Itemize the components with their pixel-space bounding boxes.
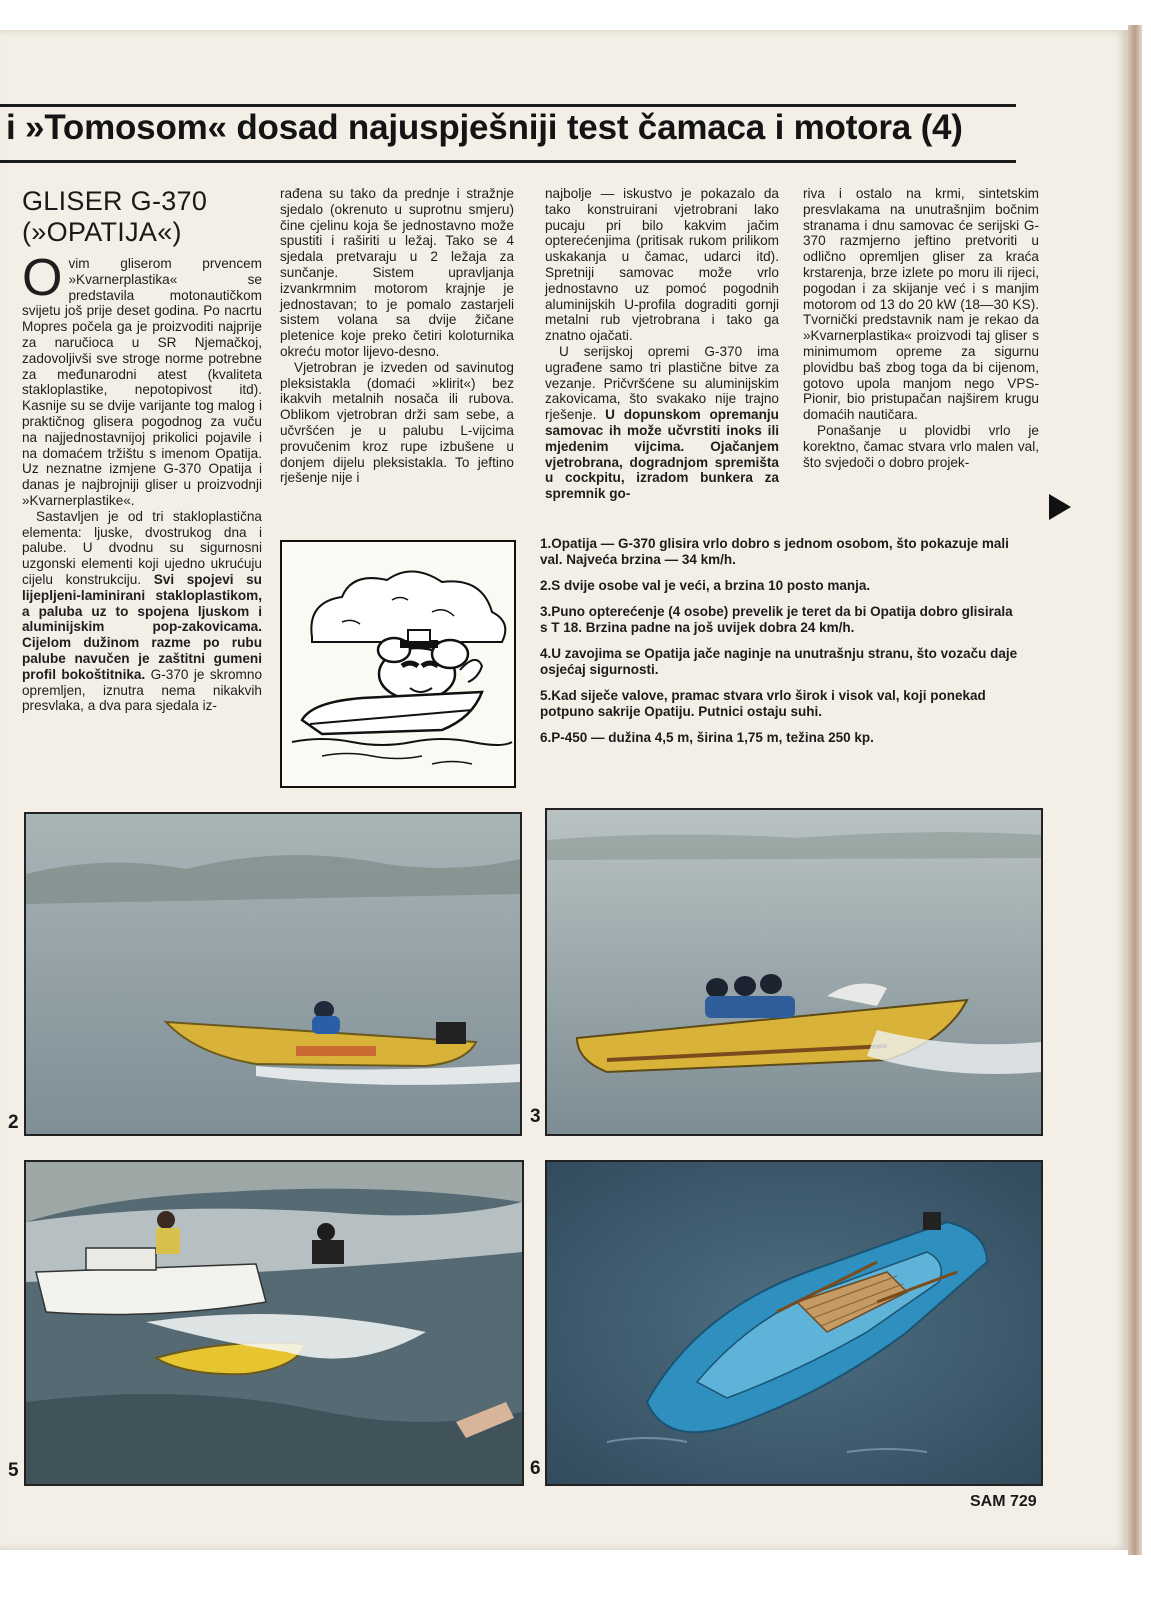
photo-captions <box>540 536 1020 756</box>
paragraph-bold-text: U dopunskom opremanju samovac ih može učvrstiti inoks ili mjedenim vijcima. Ojačanjem vjetrobrana, dogradnjom spremišta u cockpitu, izradom bunkera za spremnik go- <box>545 407 779 502</box>
cartoon-illustration <box>280 540 516 788</box>
paragraph: Vjetrobran je izveden od savinutog pleksistakla (domaći »klirit«) bez ikakvih metalnih nosača ili rubova. Oblikom vjetrobran drži sam sebe, a učvršćen je u palubu L-vijcima provučenim kroz rupe izbušene u donjem dijelu pleksistakla. To jeftino rješenje nije i <box>280 359 514 486</box>
page-edge <box>1128 25 1142 1555</box>
headline-rule-top <box>0 104 1016 107</box>
continue-arrow-icon <box>1049 494 1071 520</box>
paragraph-text: U serijskoj opremi G-370 ima ugrađene samo tri plastične bitve za vezanje. Pričvršćene su aluminijskim zakovicama, što svakako nije trajno rješenje. <box>545 343 779 423</box>
paragraph-text: vim gliserom prvencem »Kvarnerplastika« se predstavila motonautičkom svijetu još prije deset godina. Po nacrtu Mopres počela ga je proizvoditi najprije za naručioca u SR Njemačkoj, zadovoljivši sve stroge norme potrebne za međunarodni atest (kvaliteta stakloplastike, nepotopivost itd). Kasnije su se dvije varijante tog malog i praktičnog glisera pogodnog za vuču na najjednostavnijoj prikolici pojavile i na domaćem tržištu s imenom Opatija. Uz neznatne izmjene G-370 Opatija i danas je najbrojniji gliser u proizvodnji »Kvarnerplastike«. <box>22 256 262 508</box>
section-title-line2: (»OPATIJA«) <box>22 217 182 247</box>
photo-2-boat-one-person <box>24 812 522 1136</box>
photo-3-image <box>547 810 1041 1134</box>
article-column-3 <box>545 186 779 502</box>
page-folio: SAM 729 <box>970 1493 1037 1510</box>
section-title-line1: GLISER G-370 <box>22 186 208 216</box>
photo-number-2: 2 <box>8 1112 19 1133</box>
paragraph: rađena su tako da prednje i stražnje sjedalo (okrenuto u suprotnu smjeru) čine cjelinu koja še jednostavno može spustiti i raširiti u ležaj. Tako se 4 sjedala pretvaraju u 2 ležaja za sunčanje. Sistem upravljanja izvankrmnim motorom krajnje je jednostavan; to je pomalo zastarjeli sistem volana sa dvije žičane pletenice koje preko četiri koloturnika okreću motor lijevo-desno. <box>280 186 514 359</box>
caption-6: 6.P-450 — dužina 4,5 m, širina 1,75 m, težina 250 kp. <box>540 730 874 745</box>
drop-cap: O <box>22 249 63 307</box>
photo-number-5: 5 <box>8 1460 19 1481</box>
headline-rule-bottom <box>0 160 1016 163</box>
photo-6-image <box>547 1162 1041 1484</box>
photo-5-boat-cutting-waves <box>24 1160 524 1486</box>
photo-3-boat-four-persons <box>545 808 1043 1136</box>
caption-1: 1.Opatija — G-370 glisira vrlo dobro s jednom osobom, što pokazuje mali val. Najveća brzina — 34 km/h. <box>540 536 1009 567</box>
article-column-4 <box>803 186 1039 470</box>
cartoon-boat-driver-icon <box>282 542 514 786</box>
article-column-2 <box>280 186 514 486</box>
headline: i »Tomosom« dosad najuspješniji test čamaca i motora (4) <box>6 108 963 147</box>
photo-2-image <box>26 814 520 1134</box>
photo-5-image <box>26 1162 522 1484</box>
caption-4: 4.U zavojima se Opatija jače naginje na unutrašnju stranu, što vozaču daje osjećaj sigurnosti. <box>540 646 1018 677</box>
paragraph-bold-text: Svi spojevi su lijepljeni-laminirani stakloplastikom, a paluba uz to spojena ljuskom i aluminijskim pop-zakovicama. Cijelom dužinom razme po rubu palube navučen je zaštitni gumeni profil bokoštitnika. <box>22 571 262 682</box>
caption-2: 2.S dvije osobe val je veći, a brzina 10 posto manja. <box>540 578 871 593</box>
paragraph: najbolje — iskustvo je pokazalo da tako konstruirani vjetrobrani lako pucaju pri bilo kakvim jačim opterećenjima (pritisak rukom prilikom uskakanja u čamac, udarci itd). Spretniji samovac može vrlo jednostavno uz pomoć pogodnih aluminijskih U-profila dograditi gornji metalni rub vjetrobrana i tako ga znatno ojačati. <box>545 186 779 344</box>
paragraph: riva i ostalo na krmi, sintetskim presvlakama na unutrašnjim bočnim stranama i dnu samovac će serijski G-370 razmjerno jeftino pretvoriti u odlično opremljen gliser za kraća krstarenja, brze izlete po moru ili rijeci, pogodan i za skijanje već i s manjim motorom od 13 do 20 kW (18—30 KS). Tvornički predstavnik nam je rekao da »Kvarnerplastika« proizvodi taj gliser s minimumom opreme za sigurnu plovidbu baš zbog toga da bi cijenom, gotovo upola manjom nego VPS-Pionir, bio pristupačan najširem krugu domaćih nautičara. <box>803 186 1039 423</box>
paragraph <box>22 509 262 714</box>
section-title <box>22 186 262 248</box>
paragraph-text: Sastavljen je od tri stakloplastična elementa: ljuske, dvostrukog dna i palube. U dvodnu su sigurnosni uzgonski elementi koji ujedno ukrućuju cijelu konstrukciju. <box>22 508 262 587</box>
paragraph-text: G-370 je skromno opremljen, iznutra nema nikakvih presvlaka, a dva para sjedala iz- <box>22 666 263 714</box>
paragraph: Ponašanje u plovidbi vrlo je korektno, čamac stvara vrlo malen val, što svjedoči o dobro projek- <box>803 422 1039 470</box>
photo-number-3: 3 <box>530 1106 541 1127</box>
photo-6-p450-boat <box>545 1160 1043 1486</box>
caption-3: 3.Puno opterećenje (4 osobe) prevelik je teret da bi Opatija dobro glisirala s T 18. Brzina padne na još uvijek dobra 24 km/h. <box>540 604 1013 635</box>
photo-number-6: 6 <box>530 1458 541 1479</box>
paragraph <box>22 249 262 509</box>
caption-5: 5.Kad siječe valove, pramac stvara vrlo širok i visok val, koji ponekad potpuno sakrije Opatiju. Putnici ostaju suhi. <box>540 688 986 719</box>
paragraph <box>545 344 779 502</box>
article-column-1 <box>22 186 262 714</box>
